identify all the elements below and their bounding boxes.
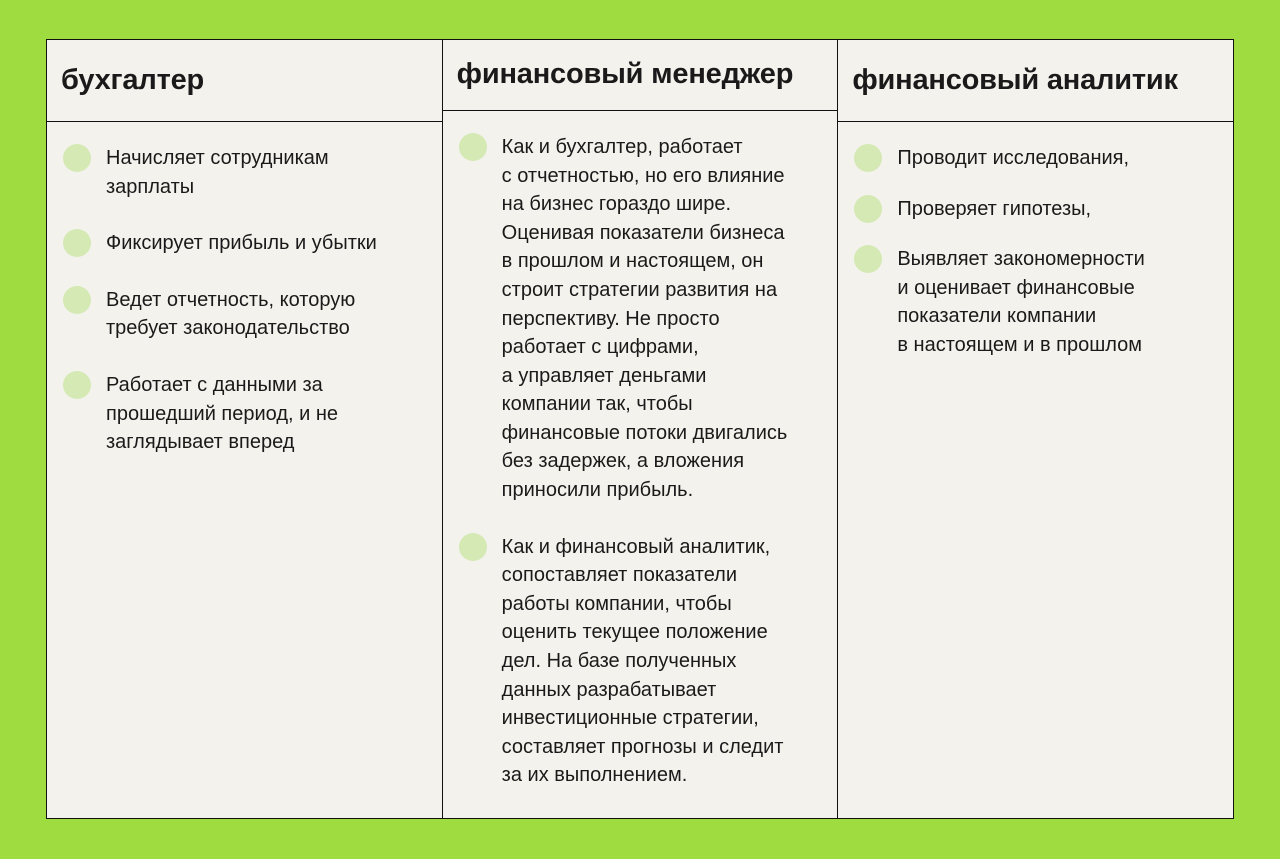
list-item-text: Как и финансовый аналитик, сопоставляет показатели работы компании, чтобы оценить текущее положение дел. На базе полученных данных разрабатывает инвестиционные стратегии, составляет прогнозы и следит за их выполнением. [501, 535, 784, 787]
list-item-text: Работает с данными за прошедший период, и не заглядывает вперед [106, 373, 339, 454]
list-item [854, 245, 1213, 359]
bullet-dot-icon [854, 245, 882, 273]
column-financial-analyst [838, 40, 1233, 818]
column-body [443, 111, 838, 818]
column-header: бухгалтер [47, 40, 442, 122]
bullet-dot-icon [63, 371, 91, 399]
column-header: финансовый менеджер [443, 40, 838, 111]
list-item [459, 533, 818, 790]
list-item [459, 133, 818, 505]
list-item-text: Проверяет гипотезы, [897, 197, 1092, 220]
bullet-dot-icon [63, 229, 91, 257]
bullet-dot-icon [63, 286, 91, 314]
list-item-text: Начисляет сотрудникам зарплаты [106, 147, 329, 198]
list-item [63, 286, 422, 343]
list-item-text: Выявляет закономерности и оценивает финансовые показатели компании в настоящем и в прошлом [897, 248, 1145, 356]
list-item [854, 195, 1213, 224]
list-item-text: Фиксирует прибыль и убытки [106, 232, 377, 255]
bullet-dot-icon [854, 195, 882, 223]
list-item [63, 144, 422, 201]
column-body [838, 122, 1233, 388]
list-item [63, 371, 422, 457]
list-item-text: Проводит исследования, [897, 147, 1130, 169]
bullet-dot-icon [854, 144, 882, 172]
column-header: финансовый аналитик [838, 40, 1233, 122]
list-item-text: Как и бухгалтер, работает с отчетностью, но его влияние на бизнес гораздо шире. Оценивая показатели бизнеса в прошлом и настоящем, он строит стратегии развития на перспективу. Не просто работает с цифрами, а управляет деньгами компании так, чтобы финансовые потоки двигались без задержек, а вложения приносили прибыль. [501, 135, 788, 502]
list-item [854, 144, 1213, 173]
bullet-dot-icon [459, 133, 487, 161]
bullet-dot-icon [63, 144, 91, 172]
list-item [63, 229, 422, 258]
column-accountant [47, 40, 443, 818]
column-financial-manager [443, 40, 839, 818]
bullet-dot-icon [459, 533, 487, 561]
list-item-text: Ведет отчетность, которую требует законодательство [106, 288, 356, 340]
column-body [47, 122, 442, 485]
comparison-table [46, 39, 1234, 819]
